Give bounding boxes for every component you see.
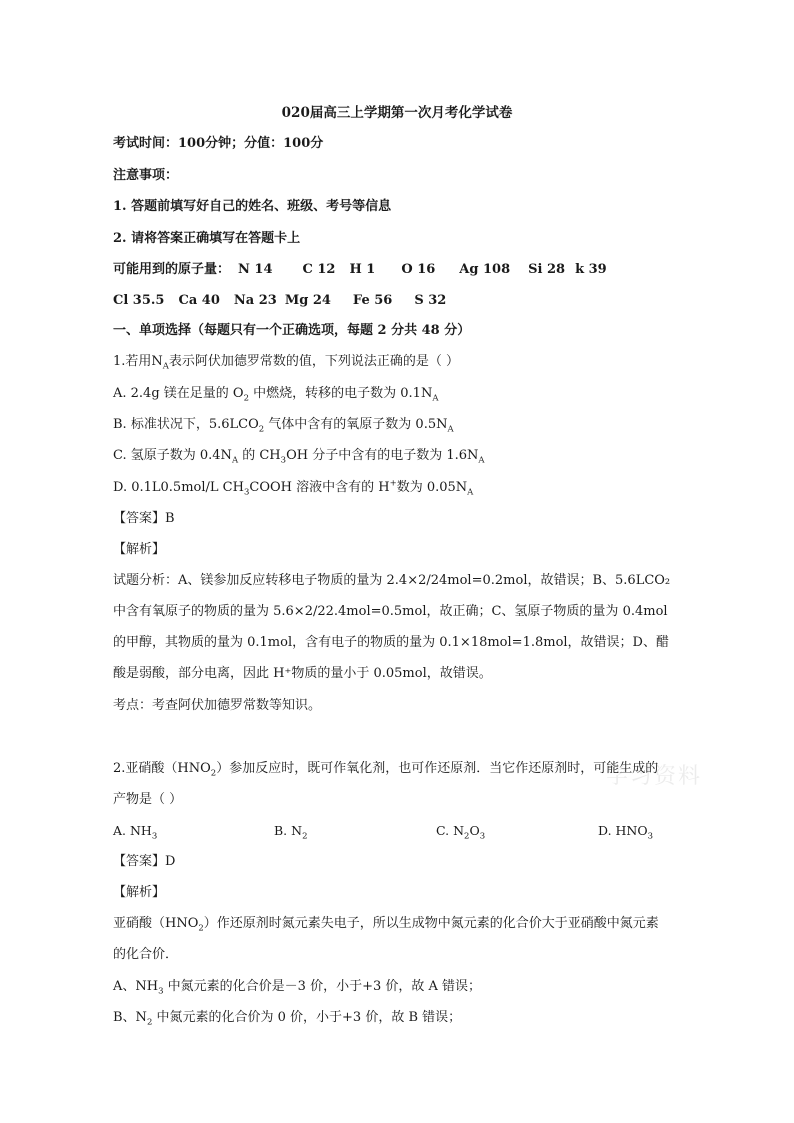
mass-k: k 39 (575, 262, 607, 277)
question-1-stem: 1.若用$N_A$表示阿伏加德罗常数的值，下列说法正确的是（ ） (113, 354, 460, 372)
mass-ag: Ag 108 (459, 262, 511, 277)
question-2-option-b: B. $N_2$ (274, 823, 308, 842)
question-1-answer: 【答案】B (113, 511, 175, 526)
question-1-analysis-line: 酸是弱酸，部分电离，因此 H⁺物质的量小于 0.05mol，故错误。 (113, 666, 492, 681)
atomic-mass-label: 可能用到的原子量： (113, 262, 231, 277)
mass-ca: Ca 40 (178, 293, 220, 308)
mass-h: H 1 (349, 262, 376, 277)
question-2-analysis-label: 【解析】 (113, 885, 166, 900)
question-2-stem-continued: 产物是（ ） (113, 792, 183, 807)
question-1-option-d: D. 0.1L0.5mol/L $CH_3COOH$ 溶液中含有的 H+数为 $0.05N_A$ (113, 478, 474, 498)
question-2-analysis-a: A、$NH_3$ 中氮元素的化合价是－3 价，小于+3 价，故 A 错误； (113, 979, 482, 997)
mass-o: O 16 (401, 262, 436, 277)
question-2-option-d: D. $HNO_3$ (598, 823, 654, 842)
mass-fe: Fe 56 (352, 293, 393, 308)
question-2-analysis-b: B、$N_2$ 中氮元素的化合价为 0 价，小于+3 价，故 B 错误； (113, 1010, 462, 1028)
question-2-option-c: C. $N_2O_3$ (436, 823, 486, 842)
mass-na: Na 23 (233, 293, 277, 308)
question-1-option-a: A. 2.4g 镁在足量的 $O_2$ 中燃烧，转移的电子数为 $0.1N_A$ (113, 386, 439, 404)
notice-heading: 注意事项： (113, 168, 179, 183)
notice-item-2: 2. 请将答案正确填写在答题卡上 (113, 231, 301, 246)
question-2-stem: 2.亚硝酸$(HNO_2)$参加反应时，既可作氧化剂，也可作还原剂．当它作还原剂时，可能生成的 (113, 761, 659, 779)
exam-info: 考试时间：100分钟；分值：100分 (113, 136, 324, 151)
question-1-analysis-line: 中含有氧原子的物质的量为 5.6×2/22.4mol=0.5mol，故正确；C、氢原子物质的量为 0.4mol (113, 604, 668, 619)
question-2-option-a: A. $NH_3$ (113, 823, 158, 842)
question-1-point: 考点：考查阿伏加德罗常数等知识。 (113, 698, 322, 713)
question-1-option-c: C. 氢原子数为 $0.4N_A$ 的 $CH_3OH$ 分子中含有的电子数为 $1.6N_A$ (113, 448, 485, 466)
mass-s: S 32 (414, 293, 447, 308)
mass-n: N 14 (238, 262, 273, 277)
exam-title: 020届高三上学期第一次月考化学试卷 (281, 105, 513, 121)
question-2-analysis-line: 亚硝酸$(HNO_2)$作还原剂时氮元素失电子，所以生成物中氮元素的化合价大于亚硝酸中氮元素 (113, 916, 659, 934)
question-1-analysis-line: 试题分析：A、镁参加反应转移电子物质的量为 2.4×2/24mol=0.2mol，故错误；B、5.6LCO₂ (113, 573, 671, 588)
mass-cl: Cl 35.5 (113, 293, 165, 308)
question-1-analysis-label: 【解析】 (113, 542, 166, 557)
notice-item-1: 1. 答题前填写好自己的姓名、班级、考号等信息 (113, 199, 392, 214)
question-2-answer: 【答案】D (113, 854, 176, 869)
atomic-mass-row-2 (113, 291, 460, 311)
question-1-option-b: B. 标准状况下，$5.6LCO_2$ 气体中含有的氧原子数为 $0.5N_A$ (113, 417, 454, 435)
mass-mg: Mg 24 (284, 293, 331, 308)
section-heading: 一、单项选择（每题只有一个正确选项，每题 2 分共 48 分） (113, 323, 471, 338)
watermark: 学习资料 (606, 764, 703, 789)
question-1-analysis-line: 的甲醇，其物质的量为 0.1mol，含有电子的物质的量为 0.1×18mol=1.8mol，故错误；D、醋 (113, 635, 669, 650)
mass-c: C 12 (302, 262, 336, 277)
question-2-analysis-line: 的化合价． (113, 947, 179, 962)
atomic-mass-row-1 (113, 260, 621, 280)
mass-si: Si 28 (528, 262, 566, 277)
